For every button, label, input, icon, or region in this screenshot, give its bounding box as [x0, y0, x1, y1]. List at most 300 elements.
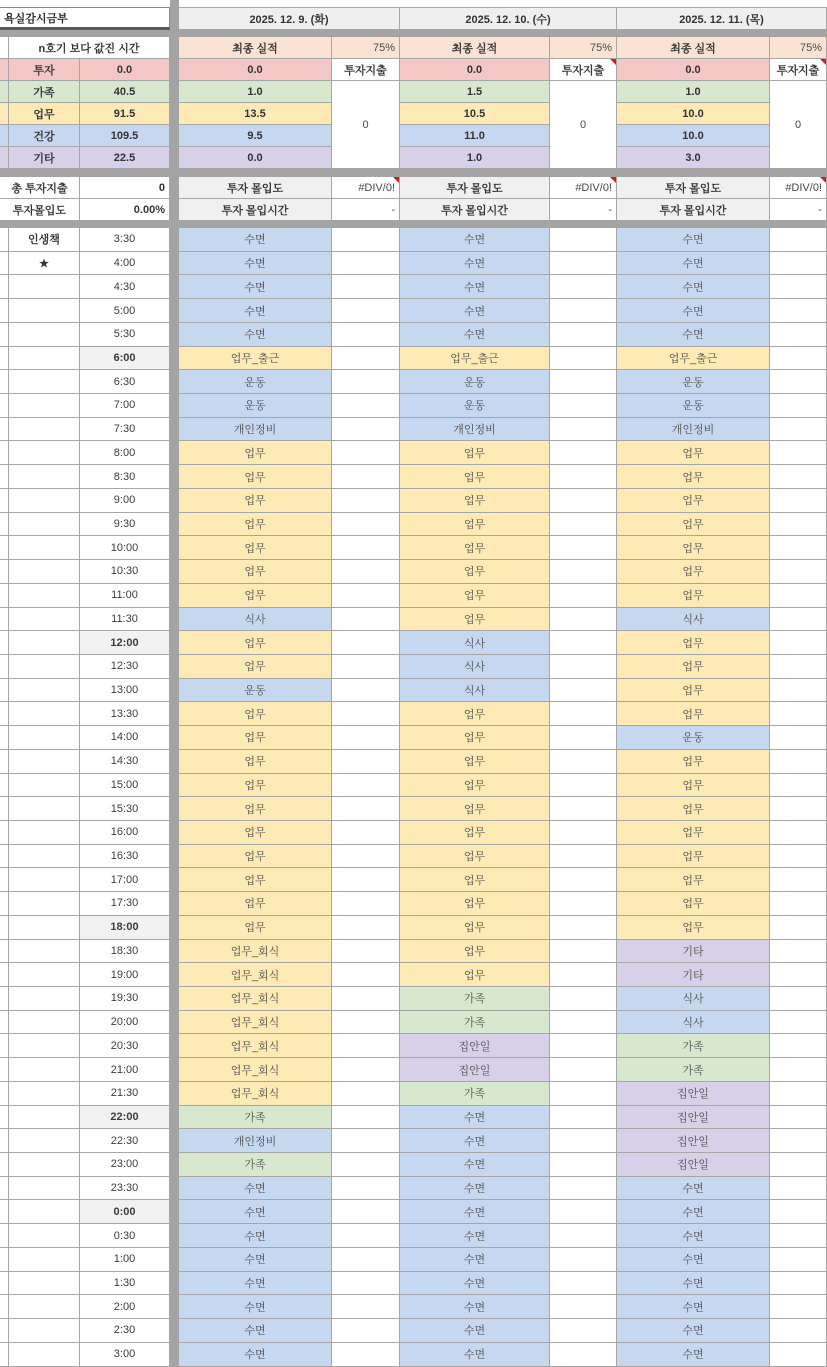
- perf-header-day1[interactable]: 최종 실적: [179, 37, 332, 59]
- schedule-cell-day3[interactable]: 업무: [617, 916, 770, 940]
- total-spend-label[interactable]: 총 투자지출: [0, 177, 80, 199]
- schedule-cell-day1[interactable]: 수면: [179, 1319, 332, 1343]
- day3-focus-label[interactable]: 투자 몰입도: [617, 177, 770, 199]
- day2-focus-time-value[interactable]: -: [550, 199, 617, 221]
- schedule-cell-day2[interactable]: 업무: [400, 441, 550, 465]
- spacer-cell-day3[interactable]: [770, 1082, 827, 1106]
- schedule-cell-day2[interactable]: 수면: [400, 1343, 550, 1367]
- schedule-cell-day3[interactable]: 수면: [617, 1177, 770, 1201]
- spacer-cell-day3[interactable]: [770, 299, 827, 323]
- schedule-cell-day1[interactable]: 업무: [179, 892, 332, 916]
- spacer-cell-day1[interactable]: [332, 1129, 400, 1153]
- date-header-day3[interactable]: 2025. 12. 11. (목): [617, 7, 827, 30]
- schedule-cell-day2[interactable]: 수면: [400, 1272, 550, 1296]
- spacer-cell-day3[interactable]: [770, 1177, 827, 1201]
- schedule-cell-day3[interactable]: 기타: [617, 940, 770, 964]
- schedule-cell-day2[interactable]: 수면: [400, 228, 550, 252]
- schedule-cell-day2[interactable]: 수면: [400, 323, 550, 347]
- schedule-cell-day3[interactable]: 수면: [617, 1224, 770, 1248]
- time-cell[interactable]: 6:30: [80, 370, 170, 394]
- schedule-cell-day3[interactable]: 업무: [617, 797, 770, 821]
- spacer-cell-day3[interactable]: [770, 584, 827, 608]
- schedule-cell-day2[interactable]: 업무: [400, 536, 550, 560]
- schedule-cell-day1[interactable]: 수면: [179, 323, 332, 347]
- spacer-cell-day2[interactable]: [550, 1034, 617, 1058]
- schedule-cell-day2[interactable]: 업무: [400, 774, 550, 798]
- schedule-cell-day2[interactable]: 업무: [400, 868, 550, 892]
- spacer-cell-day1[interactable]: [332, 702, 400, 726]
- spacer-cell-day1[interactable]: [332, 1343, 400, 1367]
- schedule-cell-day2[interactable]: 업무: [400, 750, 550, 774]
- spacer-cell-day3[interactable]: [770, 489, 827, 513]
- time-cell[interactable]: 19:30: [80, 987, 170, 1011]
- label-cell[interactable]: [9, 1248, 80, 1272]
- spacer-cell-day1[interactable]: [332, 299, 400, 323]
- left-table-header[interactable]: n호기 보다 값진 시간: [9, 37, 170, 59]
- label-cell[interactable]: [9, 1295, 80, 1319]
- target-cell-day3[interactable]: 75%: [770, 37, 827, 59]
- label-cell[interactable]: [9, 963, 80, 987]
- spacer-cell-day3[interactable]: [770, 963, 827, 987]
- schedule-cell-day1[interactable]: 업무_회식: [179, 1058, 332, 1082]
- time-cell[interactable]: 11:30: [80, 608, 170, 632]
- label-cell[interactable]: [9, 750, 80, 774]
- day1-spend-total[interactable]: 0: [332, 81, 400, 169]
- time-cell[interactable]: 9:00: [80, 489, 170, 513]
- day1-value-etc[interactable]: 0.0: [179, 147, 332, 169]
- schedule-cell-day1[interactable]: 업무: [179, 774, 332, 798]
- schedule-cell-day3[interactable]: 업무: [617, 465, 770, 489]
- schedule-cell-day1[interactable]: 업무: [179, 655, 332, 679]
- spacer-cell-day1[interactable]: [332, 963, 400, 987]
- spacer-cell-day2[interactable]: [550, 892, 617, 916]
- spacer-cell-day3[interactable]: [770, 465, 827, 489]
- label-cell[interactable]: [9, 1082, 80, 1106]
- category-total-etc[interactable]: 22.5: [80, 147, 170, 169]
- schedule-cell-day2[interactable]: 가족: [400, 1082, 550, 1106]
- schedule-cell-day2[interactable]: 가족: [400, 987, 550, 1011]
- category-label-health[interactable]: 건강: [9, 125, 80, 147]
- schedule-cell-day1[interactable]: 업무_회식: [179, 1011, 332, 1035]
- perf-header-day2[interactable]: 최종 실적: [400, 37, 550, 59]
- schedule-cell-day2[interactable]: 집안일: [400, 1058, 550, 1082]
- schedule-cell-day3[interactable]: 식사: [617, 608, 770, 632]
- schedule-cell-day1[interactable]: 업무: [179, 726, 332, 750]
- spacer-cell-day3[interactable]: [770, 821, 827, 845]
- schedule-cell-day3[interactable]: 수면: [617, 228, 770, 252]
- schedule-cell-day3[interactable]: 식사: [617, 987, 770, 1011]
- time-cell[interactable]: 3:00: [80, 1343, 170, 1367]
- spacer-cell-day3[interactable]: [770, 1106, 827, 1130]
- spacer-cell-day2[interactable]: [550, 608, 617, 632]
- schedule-cell-day1[interactable]: 업무: [179, 750, 332, 774]
- spacer-cell-day2[interactable]: [550, 726, 617, 750]
- time-cell[interactable]: 17:30: [80, 892, 170, 916]
- day3-focus-time-value[interactable]: -: [770, 199, 827, 221]
- schedule-cell-day1[interactable]: 업무_회식: [179, 987, 332, 1011]
- label-cell[interactable]: [9, 987, 80, 1011]
- time-cell[interactable]: 18:30: [80, 940, 170, 964]
- spacer-cell-day1[interactable]: [332, 1248, 400, 1272]
- schedule-cell-day2[interactable]: 수면: [400, 1106, 550, 1130]
- spacer-cell-day1[interactable]: [332, 1011, 400, 1035]
- label-cell[interactable]: [9, 655, 80, 679]
- schedule-cell-day3[interactable]: 운동: [617, 370, 770, 394]
- spacer-cell-day3[interactable]: [770, 1200, 827, 1224]
- schedule-cell-day1[interactable]: 업무: [179, 916, 332, 940]
- label-cell[interactable]: [9, 892, 80, 916]
- spacer-cell-day2[interactable]: [550, 1295, 617, 1319]
- schedule-cell-day2[interactable]: 업무: [400, 892, 550, 916]
- spacer-cell-day3[interactable]: [770, 868, 827, 892]
- spacer-cell-day3[interactable]: [770, 940, 827, 964]
- schedule-cell-day1[interactable]: 수면: [179, 252, 332, 276]
- schedule-cell-day1[interactable]: 수면: [179, 1200, 332, 1224]
- label-cell[interactable]: [9, 1200, 80, 1224]
- schedule-cell-day1[interactable]: 업무: [179, 465, 332, 489]
- spacer-cell-day2[interactable]: [550, 1011, 617, 1035]
- time-cell[interactable]: 0:30: [80, 1224, 170, 1248]
- spacer-cell-day2[interactable]: [550, 774, 617, 798]
- category-label-invest[interactable]: 투자: [9, 59, 80, 81]
- spacer-cell-day3[interactable]: [770, 1034, 827, 1058]
- label-cell[interactable]: [9, 441, 80, 465]
- time-cell[interactable]: 5:30: [80, 323, 170, 347]
- time-cell[interactable]: 9:30: [80, 513, 170, 537]
- time-cell[interactable]: 7:00: [80, 394, 170, 418]
- schedule-cell-day3[interactable]: 수면: [617, 1200, 770, 1224]
- target-cell-day1[interactable]: 75%: [332, 37, 400, 59]
- spacer-cell-day3[interactable]: [770, 536, 827, 560]
- spacer-cell-day3[interactable]: [770, 1319, 827, 1343]
- schedule-cell-day1[interactable]: 업무: [179, 584, 332, 608]
- schedule-cell-day2[interactable]: 업무: [400, 560, 550, 584]
- spacer-cell-day2[interactable]: [550, 299, 617, 323]
- schedule-cell-day3[interactable]: 운동: [617, 394, 770, 418]
- spacer-cell-day3[interactable]: [770, 275, 827, 299]
- label-cell[interactable]: [9, 679, 80, 703]
- label-cell[interactable]: [9, 916, 80, 940]
- time-cell[interactable]: 8:00: [80, 441, 170, 465]
- schedule-cell-day2[interactable]: 업무: [400, 963, 550, 987]
- spacer-cell-day1[interactable]: [332, 394, 400, 418]
- spacer-cell-day1[interactable]: [332, 513, 400, 537]
- schedule-cell-day2[interactable]: 수면: [400, 299, 550, 323]
- label-cell[interactable]: [9, 370, 80, 394]
- schedule-cell-day3[interactable]: 수면: [617, 252, 770, 276]
- schedule-cell-day3[interactable]: 업무: [617, 441, 770, 465]
- day1-focus-time-label[interactable]: 투자 몰입시간: [179, 199, 332, 221]
- day1-focus-time-value[interactable]: -: [332, 199, 400, 221]
- spacer-cell-day1[interactable]: [332, 608, 400, 632]
- spacer-cell-day1[interactable]: [332, 774, 400, 798]
- schedule-cell-day1[interactable]: 운동: [179, 370, 332, 394]
- schedule-cell-day2[interactable]: 식사: [400, 631, 550, 655]
- spacer-cell-day2[interactable]: [550, 560, 617, 584]
- label-cell[interactable]: [9, 631, 80, 655]
- category-label-work[interactable]: 업무: [9, 103, 80, 125]
- category-label-etc[interactable]: 기타: [9, 147, 80, 169]
- spacer-cell-day3[interactable]: [770, 1058, 827, 1082]
- spacer-cell-day1[interactable]: [332, 726, 400, 750]
- schedule-cell-day3[interactable]: 집안일: [617, 1153, 770, 1177]
- day2-focus-value[interactable]: #DIV/0!: [550, 177, 617, 199]
- spacer-cell-day1[interactable]: [332, 1319, 400, 1343]
- spacer-cell-day1[interactable]: [332, 1200, 400, 1224]
- spacer-cell-day2[interactable]: [550, 750, 617, 774]
- ratio-label[interactable]: 투자몰입도: [0, 199, 80, 221]
- day2-value-invest[interactable]: 0.0: [400, 59, 550, 81]
- schedule-cell-day3[interactable]: 수면: [617, 1343, 770, 1367]
- label-cell[interactable]: [9, 1011, 80, 1035]
- schedule-cell-day3[interactable]: 업무: [617, 679, 770, 703]
- spacer-cell-day2[interactable]: [550, 963, 617, 987]
- spacer-cell-day3[interactable]: [770, 1343, 827, 1367]
- schedule-cell-day2[interactable]: 운동: [400, 394, 550, 418]
- spacer-cell-day3[interactable]: [770, 679, 827, 703]
- time-cell[interactable]: 1:30: [80, 1272, 170, 1296]
- spacer-cell-day1[interactable]: [332, 536, 400, 560]
- spacer-cell-day2[interactable]: [550, 1343, 617, 1367]
- schedule-cell-day3[interactable]: 수면: [617, 323, 770, 347]
- spacer-cell-day2[interactable]: [550, 370, 617, 394]
- spacer-cell-day2[interactable]: [550, 868, 617, 892]
- label-cell[interactable]: [9, 1343, 80, 1367]
- spacer-cell-day1[interactable]: [332, 892, 400, 916]
- spacer-cell-day2[interactable]: [550, 465, 617, 489]
- schedule-cell-day2[interactable]: 수면: [400, 1319, 550, 1343]
- spacer-cell-day3[interactable]: [770, 513, 827, 537]
- time-cell[interactable]: 12:00: [80, 631, 170, 655]
- spacer-cell-day3[interactable]: [770, 892, 827, 916]
- schedule-cell-day3[interactable]: 집안일: [617, 1106, 770, 1130]
- spacer-cell-day2[interactable]: [550, 1248, 617, 1272]
- label-cell[interactable]: [9, 797, 80, 821]
- schedule-cell-day3[interactable]: 업무_출근: [617, 347, 770, 371]
- spacer-cell-day1[interactable]: [332, 1034, 400, 1058]
- day2-focus-label[interactable]: 투자 몰입도: [400, 177, 550, 199]
- schedule-cell-day3[interactable]: 업무: [617, 584, 770, 608]
- spacer-cell-day2[interactable]: [550, 655, 617, 679]
- spacer-cell-day2[interactable]: [550, 536, 617, 560]
- label-cell[interactable]: [9, 702, 80, 726]
- schedule-cell-day1[interactable]: 가족: [179, 1106, 332, 1130]
- schedule-cell-day2[interactable]: 식사: [400, 655, 550, 679]
- spacer-cell-day1[interactable]: [332, 1153, 400, 1177]
- spacer-cell-day3[interactable]: [770, 655, 827, 679]
- time-cell[interactable]: 13:00: [80, 679, 170, 703]
- time-cell[interactable]: 16:00: [80, 821, 170, 845]
- label-cell[interactable]: [9, 774, 80, 798]
- star-cell[interactable]: ★: [9, 252, 80, 276]
- schedule-cell-day2[interactable]: 업무: [400, 489, 550, 513]
- schedule-cell-day1[interactable]: 업무: [179, 868, 332, 892]
- time-cell[interactable]: 19:00: [80, 963, 170, 987]
- day2-focus-time-label[interactable]: 투자 몰입시간: [400, 199, 550, 221]
- label-cell[interactable]: [9, 726, 80, 750]
- spacer-cell-day2[interactable]: [550, 1177, 617, 1201]
- spacer-cell-day1[interactable]: [332, 252, 400, 276]
- schedule-cell-day2[interactable]: 식사: [400, 679, 550, 703]
- spacer-cell-day1[interactable]: [332, 441, 400, 465]
- schedule-cell-day3[interactable]: 업무: [617, 774, 770, 798]
- schedule-cell-day3[interactable]: 업무: [617, 868, 770, 892]
- time-cell[interactable]: 1:00: [80, 1248, 170, 1272]
- schedule-cell-day3[interactable]: 업무: [617, 845, 770, 869]
- schedule-cell-day2[interactable]: 개인정비: [400, 418, 550, 442]
- spacer-cell-day3[interactable]: [770, 1129, 827, 1153]
- schedule-cell-day3[interactable]: 수면: [617, 1272, 770, 1296]
- day3-value-etc[interactable]: 3.0: [617, 147, 770, 169]
- schedule-cell-day2[interactable]: 수면: [400, 1248, 550, 1272]
- label-cell[interactable]: [9, 489, 80, 513]
- schedule-cell-day3[interactable]: 업무: [617, 513, 770, 537]
- spacer-cell-day2[interactable]: [550, 584, 617, 608]
- schedule-cell-day1[interactable]: 업무: [179, 560, 332, 584]
- spacer-cell-day2[interactable]: [550, 845, 617, 869]
- day3-focus-value[interactable]: #DIV/0!: [770, 177, 827, 199]
- spacer-cell-day3[interactable]: [770, 750, 827, 774]
- spacer-cell-day3[interactable]: [770, 370, 827, 394]
- spacer-cell-day2[interactable]: [550, 1058, 617, 1082]
- schedule-cell-day3[interactable]: 가족: [617, 1058, 770, 1082]
- day3-value-family[interactable]: 1.0: [617, 81, 770, 103]
- time-cell[interactable]: 11:00: [80, 584, 170, 608]
- schedule-cell-day1[interactable]: 업무_출근: [179, 347, 332, 371]
- label-cell[interactable]: [9, 560, 80, 584]
- time-cell[interactable]: 12:30: [80, 655, 170, 679]
- schedule-cell-day1[interactable]: 수면: [179, 1343, 332, 1367]
- label-cell[interactable]: [9, 1153, 80, 1177]
- schedule-cell-day3[interactable]: 개인정비: [617, 418, 770, 442]
- time-cell[interactable]: 4:30: [80, 275, 170, 299]
- time-cell[interactable]: 10:30: [80, 560, 170, 584]
- schedule-cell-day1[interactable]: 수면: [179, 1295, 332, 1319]
- time-cell[interactable]: 3:30: [80, 228, 170, 252]
- category-label-family[interactable]: 가족: [9, 81, 80, 103]
- day1-spend-label[interactable]: 투자지출: [332, 59, 400, 81]
- time-cell[interactable]: 21:30: [80, 1082, 170, 1106]
- label-cell[interactable]: [9, 821, 80, 845]
- spacer-cell-day3[interactable]: [770, 560, 827, 584]
- total-spend-value[interactable]: 0: [80, 177, 170, 199]
- label-cell[interactable]: [9, 845, 80, 869]
- schedule-cell-day3[interactable]: 수면: [617, 1295, 770, 1319]
- schedule-cell-day2[interactable]: 수면: [400, 1129, 550, 1153]
- schedule-cell-day1[interactable]: 수면: [179, 299, 332, 323]
- spacer-cell-day2[interactable]: [550, 228, 617, 252]
- day1-value-work[interactable]: 13.5: [179, 103, 332, 125]
- schedule-cell-day1[interactable]: 운동: [179, 679, 332, 703]
- label-cell[interactable]: [9, 275, 80, 299]
- schedule-cell-day1[interactable]: 수면: [179, 1177, 332, 1201]
- time-cell[interactable]: 13:30: [80, 702, 170, 726]
- sheet-title[interactable]: 욕실감시금부: [0, 7, 170, 30]
- spacer-cell-day2[interactable]: [550, 916, 617, 940]
- date-header-day2[interactable]: 2025. 12. 10. (수): [400, 7, 617, 30]
- day1-value-family[interactable]: 1.0: [179, 81, 332, 103]
- schedule-cell-day3[interactable]: 수면: [617, 1319, 770, 1343]
- schedule-cell-day2[interactable]: 업무: [400, 916, 550, 940]
- schedule-cell-day2[interactable]: 집안일: [400, 1034, 550, 1058]
- schedule-cell-day1[interactable]: 업무: [179, 631, 332, 655]
- date-header-day1[interactable]: 2025. 12. 9. (화): [179, 7, 400, 30]
- spacer-cell-day2[interactable]: [550, 252, 617, 276]
- spacer-cell-day3[interactable]: [770, 1011, 827, 1035]
- schedule-cell-day1[interactable]: 식사: [179, 608, 332, 632]
- time-cell[interactable]: 18:00: [80, 916, 170, 940]
- schedule-cell-day3[interactable]: 업무: [617, 892, 770, 916]
- spacer-cell-day1[interactable]: [332, 228, 400, 252]
- spacer-cell-day2[interactable]: [550, 702, 617, 726]
- time-cell[interactable]: 2:30: [80, 1319, 170, 1343]
- schedule-cell-day3[interactable]: 기타: [617, 963, 770, 987]
- spacer-cell-day3[interactable]: [770, 1295, 827, 1319]
- time-cell[interactable]: 15:30: [80, 797, 170, 821]
- schedule-cell-day1[interactable]: 업무: [179, 441, 332, 465]
- schedule-cell-day1[interactable]: 수면: [179, 275, 332, 299]
- time-cell[interactable]: 0:00: [80, 1200, 170, 1224]
- schedule-cell-day3[interactable]: 집안일: [617, 1082, 770, 1106]
- spacer-cell-day2[interactable]: [550, 1272, 617, 1296]
- spacer-cell-day3[interactable]: [770, 441, 827, 465]
- time-cell[interactable]: 5:00: [80, 299, 170, 323]
- day1-focus-value[interactable]: #DIV/0!: [332, 177, 400, 199]
- schedule-cell-day2[interactable]: 수면: [400, 1153, 550, 1177]
- spacer-cell-day2[interactable]: [550, 1224, 617, 1248]
- label-cell[interactable]: [9, 1319, 80, 1343]
- category-total-invest[interactable]: 0.0: [80, 59, 170, 81]
- category-total-health[interactable]: 109.5: [80, 125, 170, 147]
- label-cell[interactable]: [9, 536, 80, 560]
- day2-value-etc[interactable]: 1.0: [400, 147, 550, 169]
- spacer-cell-day2[interactable]: [550, 987, 617, 1011]
- spacer-cell-day2[interactable]: [550, 323, 617, 347]
- schedule-cell-day1[interactable]: 가족: [179, 1153, 332, 1177]
- time-cell[interactable]: 20:00: [80, 1011, 170, 1035]
- schedule-cell-day3[interactable]: 가족: [617, 1034, 770, 1058]
- spacer-cell-day3[interactable]: [770, 608, 827, 632]
- label-cell[interactable]: [9, 394, 80, 418]
- spacer-cell-day3[interactable]: [770, 987, 827, 1011]
- spacer-cell-day1[interactable]: [332, 1058, 400, 1082]
- schedule-cell-day2[interactable]: 업무: [400, 513, 550, 537]
- schedule-cell-day3[interactable]: 업무: [617, 750, 770, 774]
- time-cell[interactable]: 6:00: [80, 347, 170, 371]
- spacer-cell-day1[interactable]: [332, 1106, 400, 1130]
- schedule-cell-day3[interactable]: 식사: [617, 1011, 770, 1035]
- spacer-cell-day1[interactable]: [332, 1082, 400, 1106]
- spacer-cell-day2[interactable]: [550, 275, 617, 299]
- day1-focus-label[interactable]: 투자 몰입도: [179, 177, 332, 199]
- label-cell[interactable]: [9, 1224, 80, 1248]
- spacer-cell-day1[interactable]: [332, 489, 400, 513]
- spacer-cell-day2[interactable]: [550, 1082, 617, 1106]
- label-cell[interactable]: [9, 868, 80, 892]
- spacer-cell-day1[interactable]: [332, 560, 400, 584]
- schedule-cell-day3[interactable]: 수면: [617, 1248, 770, 1272]
- time-cell[interactable]: 14:00: [80, 726, 170, 750]
- spacer-cell-day3[interactable]: [770, 228, 827, 252]
- spacer-cell-day3[interactable]: [770, 323, 827, 347]
- day1-value-health[interactable]: 9.5: [179, 125, 332, 147]
- time-cell[interactable]: 16:30: [80, 845, 170, 869]
- schedule-cell-day2[interactable]: 업무: [400, 845, 550, 869]
- schedule-cell-day2[interactable]: 업무: [400, 702, 550, 726]
- spacer-cell-day2[interactable]: [550, 821, 617, 845]
- spacer-cell-day1[interactable]: [332, 940, 400, 964]
- time-cell[interactable]: 21:00: [80, 1058, 170, 1082]
